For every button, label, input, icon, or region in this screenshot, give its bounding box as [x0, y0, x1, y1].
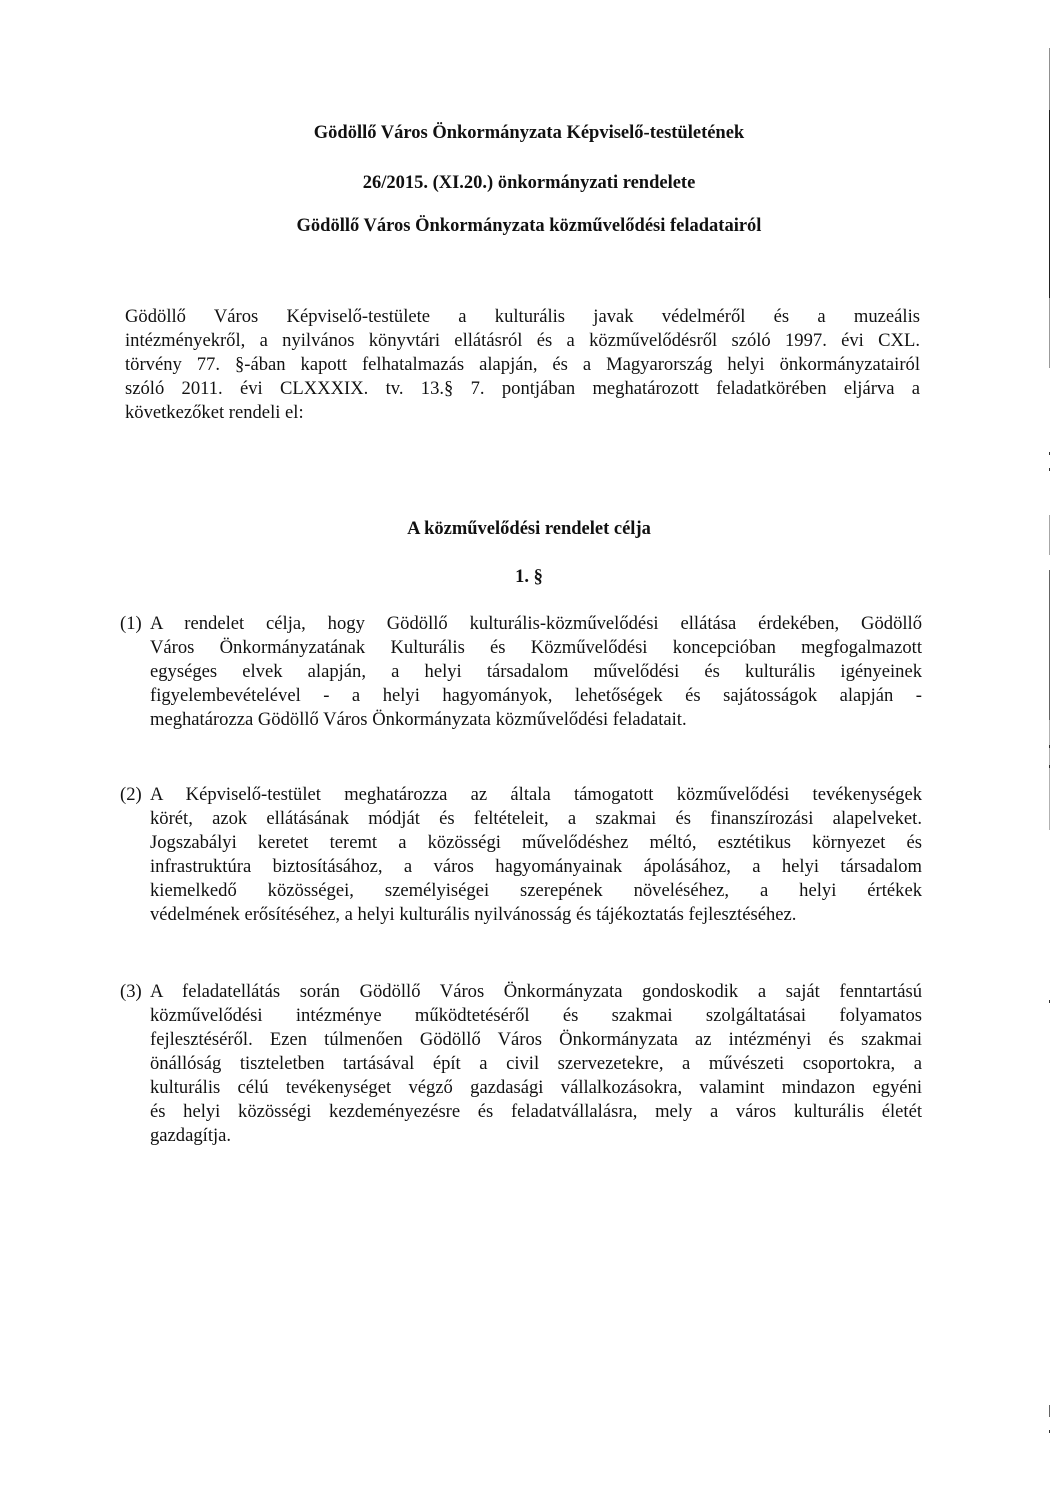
paragraph-number: (1) [120, 613, 142, 634]
paragraph-line: fejlesztéséről. Ezen túlmenően Gödöllő Város Önkormányzata az intézményi és szakmai [150, 1029, 922, 1050]
paragraph-1 [120, 612, 922, 732]
preamble [125, 305, 920, 425]
scan-artifact-line [1049, 570, 1050, 720]
paragraph-line: A Képviselő-testület meghatározza az általa támogatott közművelődési tevékenységek [150, 784, 922, 805]
section-title: A közművelődési rendelet célja [407, 519, 651, 539]
preamble-line: intézményekről, a nyilvános könyvtári ellátásról és a közművelődésről szóló 1997. évi CXL. [125, 330, 920, 351]
scan-artifact-line [1049, 720, 1050, 830]
paragraph-line: Jogszabályi keretet teremt a közösségi művelődéshez méltó, esztétikus környezet és [150, 832, 922, 853]
paragraph-2 [120, 783, 922, 927]
scan-artifact-dot [1049, 1000, 1050, 1003]
paragraph-line: A rendelet célja, hogy Gödöllő kulturális-közművelődési ellátása érdekében, Gödöllő [150, 613, 922, 634]
paragraph-line: védelmének erősítéséhez, a helyi kulturális nyilvánosság és tájékoztatás fejlesztéséhez. [150, 904, 797, 925]
paragraph-line: meghatározza Gödöllő Város Önkormányzata közművelődési feladatait. [150, 709, 687, 730]
paragraph-line: A feladatellátás során Gödöllő Város Önkormányzata gondoskodik a saját fenntartású [150, 981, 922, 1002]
header-decree-number: 26/2015. (XI.20.) önkormányzati rendelete [362, 173, 696, 193]
paragraph-line: közművelődési intézménye működtetéséről és szakmai szolgáltatásai folyamatos [150, 1005, 922, 1026]
preamble-line: szóló 2011. évi CLXXXIX. tv. 13.§ 7. pontjában meghatározott feladatkörében eljárva a [125, 378, 920, 399]
scan-artifact-dot [1049, 1430, 1050, 1433]
scan-artifact-dot [1049, 452, 1050, 455]
paragraph-line: kiemelkedő közösségei, személyiségei szerepének növeléséhez, a helyi értékek [150, 880, 922, 901]
paragraph-line: Város Önkormányzatának Kulturális és Közművelődési koncepcióban megfogalmazott [150, 637, 922, 658]
scan-artifact-line [1049, 48, 1050, 110]
paragraph-number: (3) [120, 981, 142, 1002]
scan-artifact-dot [1049, 745, 1050, 748]
header-issuer: Gödöllő Város Önkormányzata Képviselő-testületének [313, 123, 745, 143]
paragraph-line: figyelembevételével - a helyi hagyományok, lehetőségek és sajátosságok alapján - [150, 685, 922, 706]
scan-artifact-dot [1049, 765, 1050, 768]
paragraph-number: (2) [120, 784, 142, 805]
preamble-line: következőket rendeli el: [125, 402, 304, 423]
paragraph-line: körét, azok ellátásának módját és feltételeit, a szakmai és finanszírozási alapelveket. [150, 808, 922, 829]
paragraph-line: önállóság tiszteletben tartásával épít a civil szervezetekre, a művészeti csoportokra, a [150, 1053, 922, 1074]
header-subject: Gödöllő Város Önkormányzata közművelődési feladatairól [296, 216, 762, 236]
paragraph-line: kulturális célú tevékenységet végző gazdasági vállalkozásokra, valamint mindazon egyéni [150, 1077, 922, 1098]
paragraph-line: és helyi közösségi kezdeményezésre és feladatvállalásra, mely a város kulturális életét [150, 1101, 922, 1122]
preamble-line: törvény 77. §-ában kapott felhatalmazás alapján, és a Magyarország helyi önkormányzatairól [125, 354, 920, 375]
section-number: 1. § [515, 567, 543, 587]
scan-artifact-line [1049, 298, 1050, 368]
preamble-line: Gödöllő Város Képviselő-testülete a kulturális javak védelméről és a muzeális [125, 306, 920, 327]
paragraph-3 [120, 980, 922, 1148]
paragraph-line: egységes elvek alapján, a helyi társadalom művelődési és kulturális igényeinek [150, 661, 922, 682]
scan-artifact-dot [1049, 468, 1050, 471]
paragraph-line: gazdagítja. [150, 1125, 232, 1146]
paragraph-line: infrastruktúra biztosításához, a város hagyományainak ápolásához, a helyi társadalom [150, 856, 922, 877]
scan-artifact-line [1049, 1405, 1050, 1417]
scan-artifact-line [1049, 110, 1050, 298]
scan-artifact-line [1049, 515, 1050, 555]
